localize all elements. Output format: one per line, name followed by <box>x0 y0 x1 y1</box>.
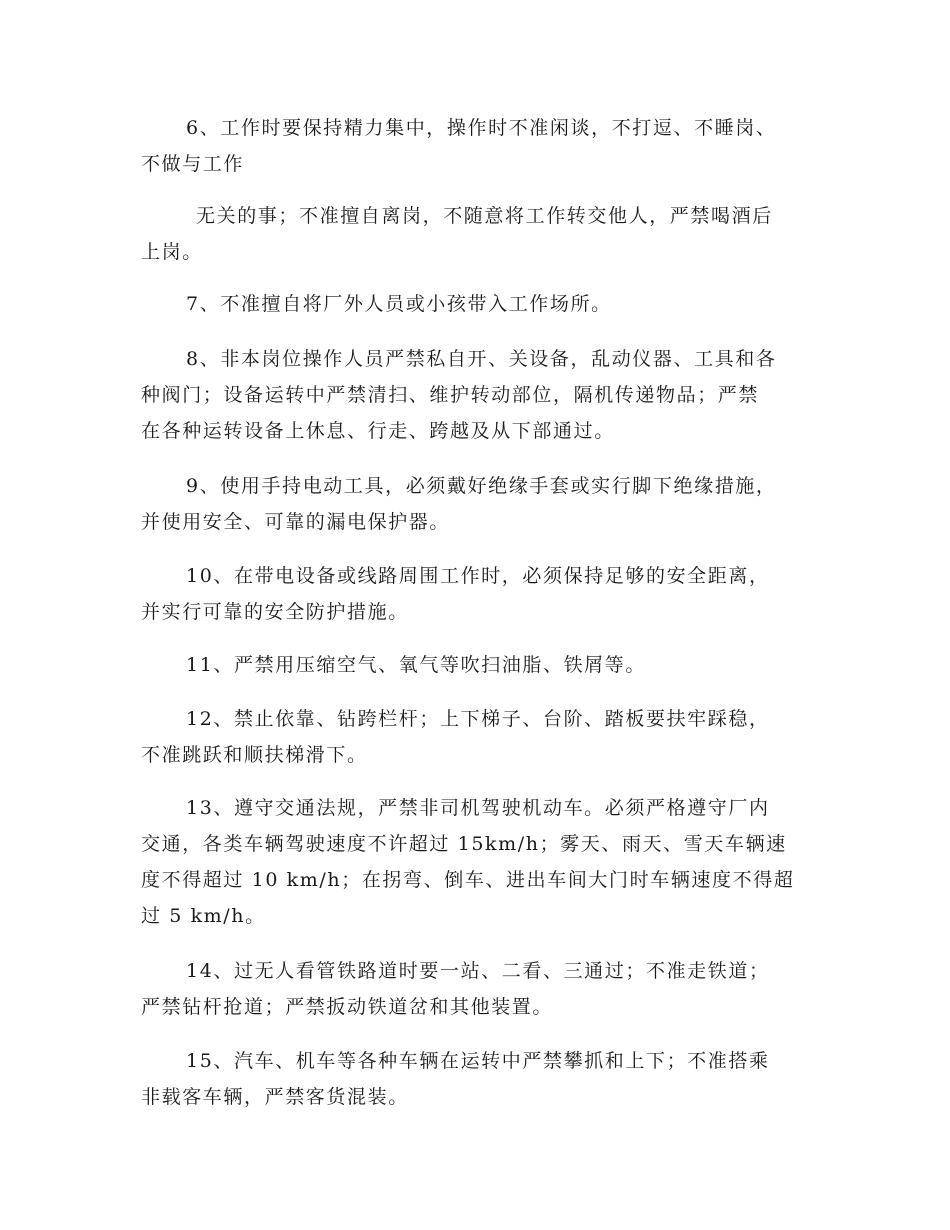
paragraph-12 <box>141 701 816 773</box>
paragraph-6 <box>141 110 816 182</box>
paragraph-line: 严禁钻杆抢道；严禁扳动铁道岔和其他装置。 <box>141 996 554 1018</box>
paragraph-6-continued <box>141 198 816 270</box>
paragraph-line: 7、不准擅自将厂外人员或小孩带入工作场所。 <box>186 293 612 315</box>
paragraph-line: 13、遵守交通法规，严禁非司机驾驶机动车。必须严格遵守厂内 <box>186 797 770 819</box>
paragraph-line: 在各种运转设备上休息、行走、跨越及从下部通过。 <box>141 420 615 442</box>
paragraph-line: 15、汽车、机车等各种车辆在运转中严禁攀抓和上下；不准搭乘 <box>186 1050 770 1072</box>
paragraph-line: 并使用安全、可靠的漏电保护器。 <box>141 511 451 533</box>
paragraph-line: 无关的事；不准擅自离岗，不随意将工作转交他人，严禁喝酒后 <box>196 205 773 227</box>
paragraph-line: 种阀门；设备运转中严禁清扫、维护转动部位，隔机传递物品；严禁 <box>141 384 760 406</box>
paragraph-8 <box>141 341 816 449</box>
paragraph-line: 不准跳跃和顺扶梯滑下。 <box>141 744 368 766</box>
paragraph-line: 上岗。 <box>141 241 203 263</box>
paragraph-line: 10、在带电设备或线路周围工作时，必须保持足够的安全距离， <box>186 565 770 587</box>
paragraph-15 <box>141 1043 816 1115</box>
paragraph-11 <box>141 647 816 683</box>
paragraph-10 <box>141 558 816 630</box>
paragraph-7 <box>141 286 816 322</box>
paragraph-line: 11、严禁用压缩空气、氧气等吹扫油脂、铁屑等。 <box>186 654 646 676</box>
paragraph-line: 12、禁止依靠、钻跨栏杆；上下梯子、台阶、踏板要扶牢踩稳， <box>186 708 770 730</box>
paragraph-line: 8、非本岗位操作人员严禁私自开、关设备，乱动仪器、工具和各 <box>186 348 777 370</box>
paragraph-line: 14、过无人看管铁路道时要一站、二看、三通过；不准走铁道； <box>186 960 770 982</box>
paragraph-line: 不做与工作 <box>141 153 245 175</box>
paragraph-line: 度不得超过 10 km/h；在拐弯、倒车、进出车间大门时车辆速度不得超 <box>141 869 795 891</box>
paragraph-13 <box>141 790 816 934</box>
paragraph-line: 并实行可靠的安全防护措施。 <box>141 601 409 623</box>
paragraph-line: 非载客车辆，严禁客货混装。 <box>141 1086 409 1108</box>
paragraph-line: 9、使用手持电动工具，必须戴好绝缘手套或实行脚下绝缘措施， <box>186 475 777 497</box>
paragraph-9 <box>141 468 816 540</box>
paragraph-line: 6、工作时要保持精力集中，操作时不准闲谈，不打逗、不睡岗、 <box>186 117 777 139</box>
paragraph-line: 过 5 km/h。 <box>141 905 266 927</box>
paragraph-14 <box>141 953 816 1025</box>
paragraph-line: 交通，各类车辆驾驶速度不许超过 15km/h；雾天、雨天、雪天车辆速 <box>141 833 787 855</box>
